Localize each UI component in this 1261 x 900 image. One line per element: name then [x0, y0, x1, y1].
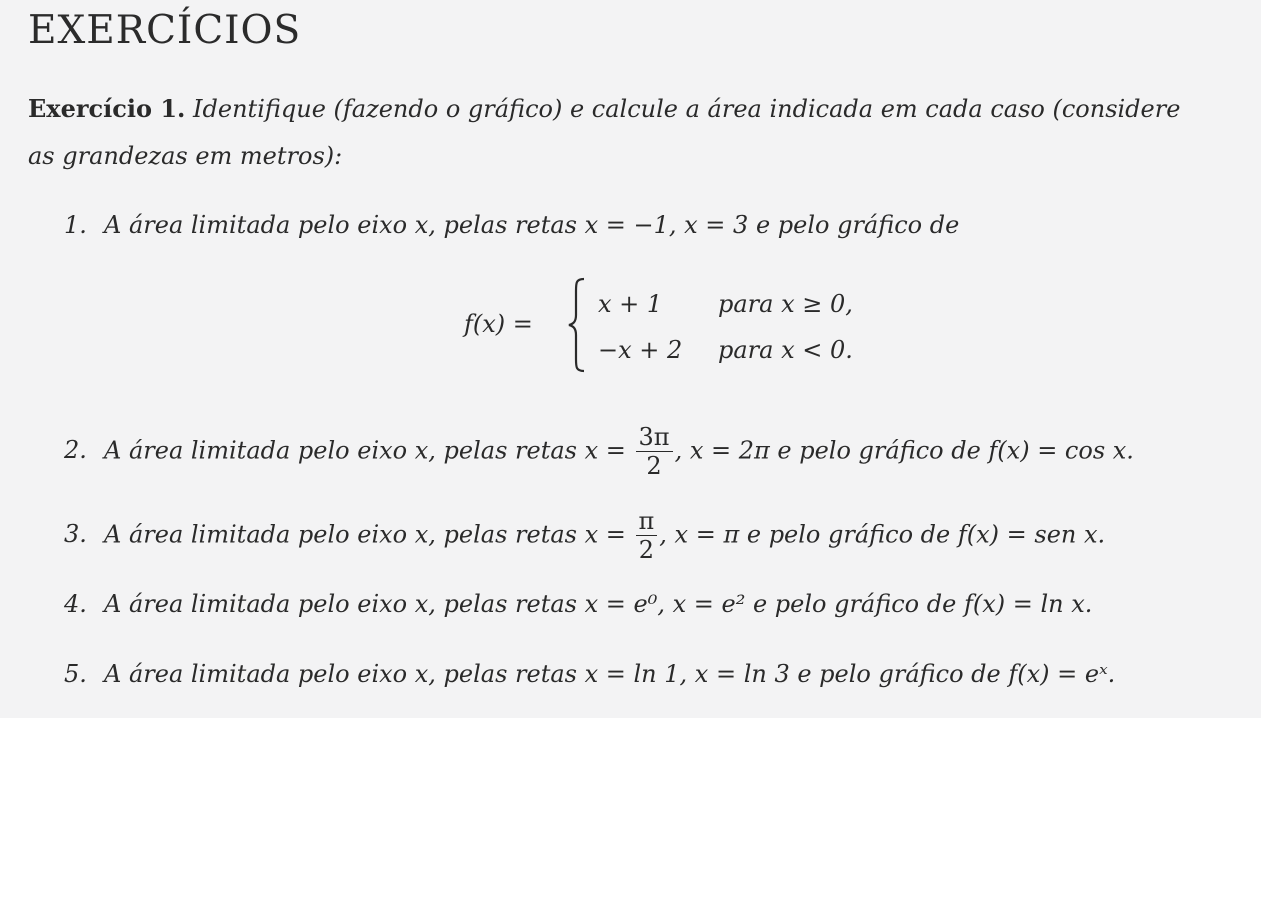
case-condition: para x < 0.: [718, 336, 853, 364]
page-title: EXERCÍCIOS: [28, 8, 302, 53]
fraction-denominator: 2: [646, 452, 662, 481]
item-text: A área limitada pelo eixo x, pelas retas x = e⁰, x = e² e pelo gráfico de f(x) = ln x.: [104, 590, 1093, 618]
item-number: 2.: [64, 436, 87, 465]
left-brace-icon: [568, 277, 586, 373]
piecewise-function-label: f(x) =: [464, 310, 533, 338]
fraction-numerator: 3π: [636, 424, 673, 452]
list-item-5: [64, 660, 1115, 688]
list-item-2: [64, 424, 1134, 480]
case-expression: x + 1: [598, 290, 663, 318]
fraction: [636, 508, 658, 564]
item-number: 4.: [64, 590, 87, 618]
item-text-before-fraction: A área limitada pelo eixo x, pelas retas x =: [104, 520, 626, 549]
piecewise-case-1: [598, 290, 898, 318]
item-text: A área limitada pelo eixo x, pelas retas x = ln 1, x = ln 3 e pelo gráfico de f(x) = eˣ.: [104, 660, 1116, 688]
item-text-after-fraction: , x = 2π e pelo gráfico de f(x) = cos x.: [674, 436, 1134, 465]
list-item-4: [64, 590, 1092, 618]
item-text-after-fraction: , x = π e pelo gráfico de f(x) = sen x.: [659, 520, 1106, 549]
item-text: A área limitada pelo eixo x, pelas retas x = −1, x = 3 e pelo gráfico de: [104, 211, 960, 239]
case-condition: para x ≥ 0,: [718, 290, 853, 318]
item-number: 5.: [64, 660, 87, 688]
fraction: [636, 424, 673, 480]
list-item-1: [64, 211, 959, 239]
item-number: 1.: [64, 211, 87, 239]
exercise-statement-text: Identifique (fazendo o gráfico) e calcule a área indicada em cada caso (considere: [193, 95, 1181, 123]
exercise-label: Exercício 1.: [28, 94, 186, 123]
item-number: 3.: [64, 520, 87, 549]
case-expression: −x + 2: [598, 336, 683, 364]
exercise-statement-line-1: [28, 94, 1180, 123]
exercise-statement-line-2: as grandezas em metros):: [28, 142, 343, 170]
fraction-denominator: 2: [638, 536, 655, 565]
piecewise-case-2: [598, 336, 898, 364]
list-item-3: [64, 508, 1105, 564]
fraction-numerator: π: [636, 508, 658, 536]
item-text-before-fraction: A área limitada pelo eixo x, pelas retas x =: [104, 436, 626, 465]
